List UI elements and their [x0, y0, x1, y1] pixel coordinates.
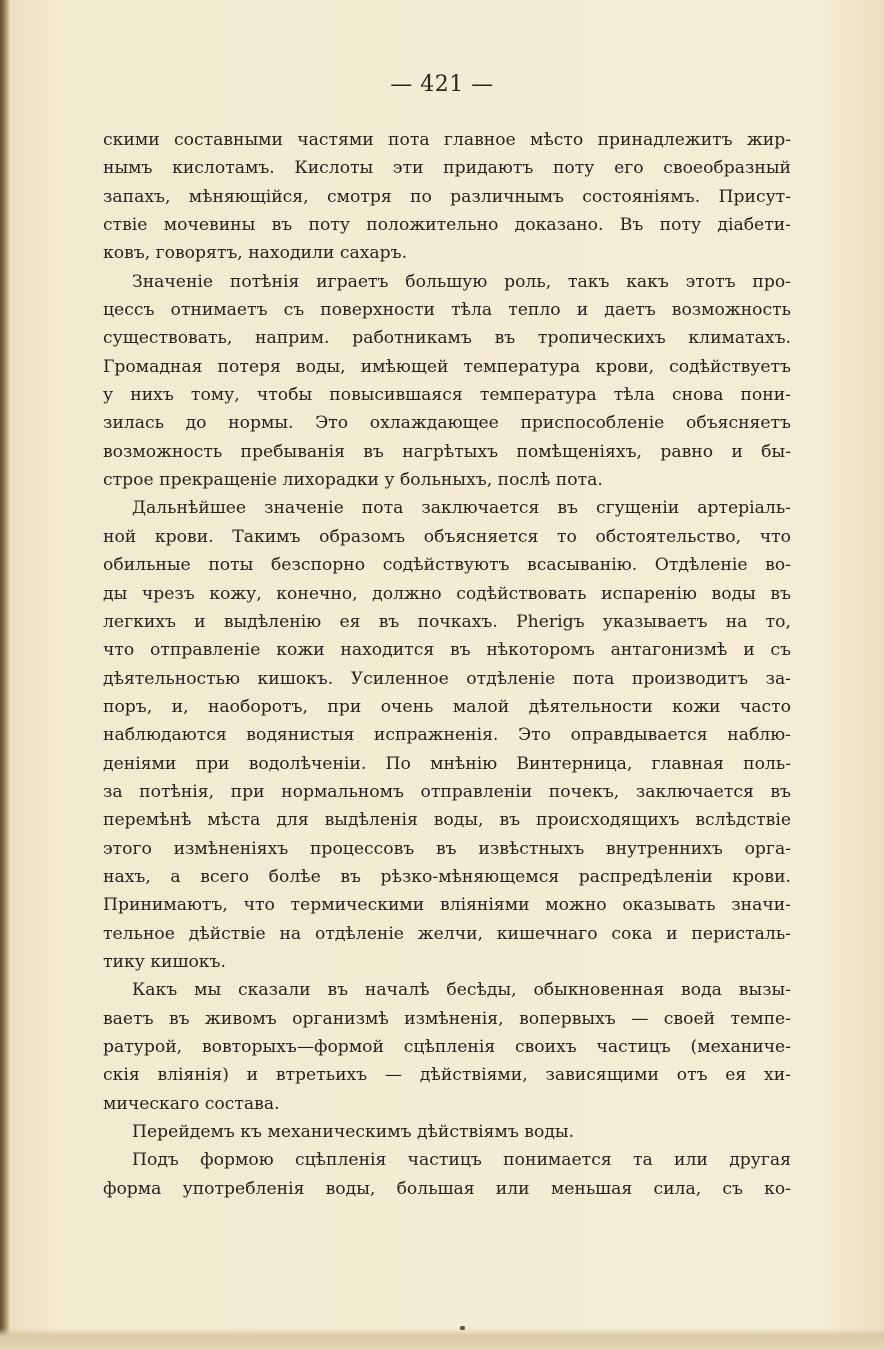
text-line: перемѣнѣ мѣста для выдѣленія воды, въ происходящихъ вслѣдствіе — [103, 810, 791, 831]
text-line: мическаго состава. — [103, 1093, 280, 1114]
text-line: ды чрезъ кожу, конечно, должно содѣйствовать испаренію воды въ — [103, 583, 791, 604]
text-line: обильные поты безспорно содѣйствуютъ всасыванію. Отдѣленіе во- — [103, 555, 791, 576]
text-line: ваетъ въ живомъ организмѣ измѣненія, вопервыхъ — своей темпе- — [103, 1008, 791, 1029]
text-line: у нихъ тому, чтобы повысившаяся температура тѣла снова пони- — [103, 385, 791, 406]
text-line: дѣятельностью кишокъ. Усиленное отдѣленіе пота производитъ за- — [103, 668, 791, 689]
text-line: существовать, наприм. работникамъ въ тропическихъ климатахъ. — [103, 328, 791, 349]
text-line: наблюдаются водянистыя испражненія. Это оправдывается наблю- — [103, 725, 791, 746]
text-line: ствіе мочевины въ поту положительно доказано. Въ поту діабети- — [103, 215, 791, 236]
text-line: деніями при водолѣченіи. По мнѣнію Винтерница, главная поль- — [103, 753, 791, 774]
text-line: за потѣнія, при нормальномъ отправленіи почекъ, заключается въ — [103, 781, 791, 802]
text-line: запахъ, мѣняющійся, смотря по различнымъ состояніямъ. Присут- — [103, 186, 791, 207]
text-line: поръ, и, наоборотъ, при очень малой дѣятельности кожи часто — [103, 696, 791, 717]
text-line: ной крови. Такимъ образомъ объясняется то обстоятельство, что — [103, 526, 791, 547]
text-line: Принимаютъ, что термическими вліяніями можно оказывать значи- — [103, 895, 791, 916]
text-line: легкихъ и выдѣленію ея въ почкахъ. Рherigъ указываетъ на то, — [103, 611, 791, 632]
text-line: Громадная потеря воды, имѣющей температура крови, содѣйствуетъ — [103, 356, 791, 377]
body-text — [103, 126, 791, 1203]
text-line: тельное дѣйствіе на отдѣленіе желчи, кишечнаго сока и перисталь- — [103, 923, 791, 944]
text-line: нахъ, а всего болѣе въ рѣзко-мѣняющемся распредѣленіи крови. — [103, 866, 791, 887]
text-line: Дальнѣйшее значеніе пота заключается въ сгущеніи артеріаль- — [132, 498, 791, 519]
page-bottom-edge — [0, 1328, 884, 1350]
text-line: нымъ кислотамъ. Кислоты эти придаютъ поту его своеобразный — [103, 158, 791, 179]
text-line: скими составными частями пота главное мѣсто принадлежитъ жир- — [103, 130, 791, 150]
text-line: Какъ мы сказали въ началѣ бесѣды, обыкновенная вода вызы- — [132, 980, 791, 1001]
text-line: Значеніе потѣнія играетъ большую роль, такъ какъ этотъ про- — [132, 271, 791, 292]
text-line: что отправленіе кожи находится въ нѣкоторомъ антагонизмѣ и съ — [103, 640, 791, 661]
text-line: тику кишокъ. — [103, 951, 226, 972]
page-number: — 421 — — [390, 72, 494, 97]
text-line: возможность пребыванія въ нагрѣтыхъ помѣщеніяхъ, равно и бы- — [103, 441, 791, 462]
text-line: зилась до нормы. Это охлаждающее приспособленіе объясняетъ — [103, 413, 791, 434]
text-line: этого измѣненіяхъ процессовъ въ извѣстныхъ внутреннихъ орга- — [103, 838, 791, 859]
page-binding-edge — [0, 0, 10, 1350]
text-line: цессъ отнимаетъ съ поверхности тѣла тепло и даетъ возможность — [103, 300, 791, 321]
text-line: форма употребленія воды, большая или меньшая сила, съ ко- — [103, 1178, 791, 1199]
text-line: скія вліянія) и втретьихъ — дѣйствіями, зависящими отъ ея хи- — [103, 1065, 791, 1086]
text-line: Подъ формою сцѣпленія частицъ понимается та или другая — [132, 1150, 791, 1171]
text-line: ратурой, вовторыхъ—формой сцѣпленія своихъ частицъ (механиче- — [103, 1037, 791, 1057]
text-line: ковъ, говорятъ, находили сахаръ. — [103, 243, 408, 264]
text-line: Перейдемъ къ механическимъ дѣйствіямъ воды. — [132, 1122, 575, 1143]
text-line: строе прекращеніе лихорадки у больныхъ, послѣ пота. — [103, 470, 603, 491]
ink-speck — [460, 1326, 465, 1330]
